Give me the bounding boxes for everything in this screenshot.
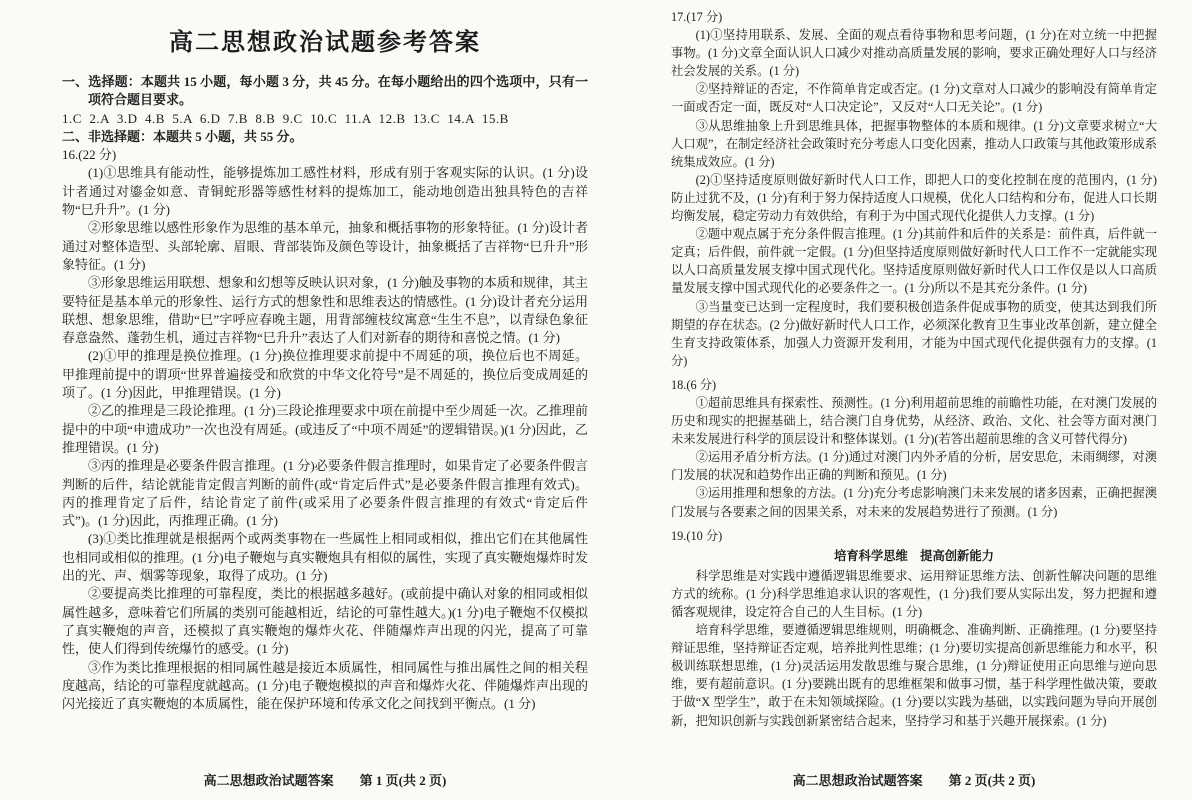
section-choice-heading: 一、选择题：本题共 15 小题，每小题 3 分，共 45 分。在每小题给出的四个选项中，只有一项符合题目要求。 (62, 74, 588, 108)
q17-answer-paragraph-3: ③从思维抽象上升到思维具体，把握事物整体的本质和规律。(1 分)文章要求树立“大人口观”，在制定经济社会政策时充分考虑人口变化因素，推动人口政策与其他政策形成系统集成效应。(1 分) (671, 118, 1157, 169)
q16-answer-paragraph-5: ②乙的推理是三段论推理。(1 分)三段论推理要求中项在前提中至少周延一次。乙推理前提中的中项“申遗成功”一次也没有周延。(或违反了“中项不周延”的逻辑错误。)(1 分)因此，乙推理错误。(1 分) (62, 403, 588, 455)
q17-answer-paragraph-5: ②题中观点属于充分条件假言推理。(1 分)其前件和后件的关系是：前件真，后件就一定真；后件假，前件就一定假。(1 分)但坚持适度原则做好新时代人口工作不一定就能实现以人口高质量发展支撑中国式现代化。坚持适度原则做好新时代人口工作仅是以人口高质量发展支撑中国式现代化的必要条件之一。(1 分)所以不是其充分条件。(1 分) (671, 227, 1157, 296)
q17-answer-paragraph-1: (1)①坚持用联系、发展、全面的观点看待事物和思考问题，(1 分)在对立统一中把握事物。(1 分)文章全面认识人口减少对推动高质量发展的影响，要求正确处理好人口与经济社会发展的关系。(1 分) (671, 28, 1157, 79)
q17-answer-paragraph-2: ②坚持辩证的否定，不作简单肯定或否定。(1 分)文章对人口减少的影响没有简单肯定一面或否定一面，既反对“人口决定论”，又反对“人口无关论”。(1 分) (671, 82, 1157, 115)
q18-answer-paragraph-1: ①超前思维具有探索性、预测性。(1 分)利用超前思维的前瞻性功能，在对澳门发展的历史和现实的把握基础上，结合澳门自身优势，从经济、政治、文化、社会等方面对澳门未来发展进行科学的顶层设计和整体谋划。(1 分)(若答出超前思维的含义可替代得分) (671, 395, 1157, 447)
q17-answer-paragraph-6: ③当量变已达到一定程度时，我们要积极创造条件促成事物的质变，使其达到我们所期望的存在状态。(2 分)做好新时代人口工作，必须深化教育卫生事业改革创新，建立健全生育支持政策体系，加强人力资源开发利用，才能为中国式现代化提供强有力的支撑。(1 分) (671, 299, 1157, 368)
answer-sheet-page-2 (671, 8, 1157, 730)
question-16-heading: 16.(22 分) (62, 147, 117, 163)
q19-answer-paragraph-1: 科学思维是对实践中遵循逻辑思维要求、运用辩证思维方法、创新性解决问题的思维方式的统称。(1 分)科学思维追求认识的客观性，(1 分)我们要从实际出发，努力把握和遵循客观规律，设定符合自己的人生目标。(1 分) (671, 568, 1157, 619)
q16-answer-paragraph-9: ③作为类比推理根据的相同属性越是接近本质属性，相同属性与推出属性之间的相关程度越高，结论的可靠程度就越高。(1 分)电子鞭炮模拟的声音和爆炸火花、伴随爆炸声出现的闪光接近了真实鞭炮的本质属性，能在保护环境和传承文化之间找到平衡点。(1 分) (62, 659, 588, 712)
q18-answer-paragraph-3: ③运用推理和想象的方法。(1 分)充分考虑影响澳门未来发展的诸多因素，正确把握澳门发展与各要素之间的因果关系，对未来的发展趋势进行了预测。(1 分) (671, 486, 1157, 519)
q16-answer-paragraph-2: ②形象思维以感性形象作为思维的基本单元，抽象和概括事物的形象特征。(1 分)设计者通过对整体造型、头部轮廓、眉眼、背部装饰及颜色等设计，抽象概括了吉祥物“巳升升”形象特征。(1 分) (62, 220, 588, 272)
q16-answer-paragraph-3: ③形象思维运用联想、想象和幻想等反映认识对象，(1 分)触及事物的本质和规律，其主要特征是基本单元的形象性、运行方式的想象性和思维表达的情感性。(1 分)设计者充分运用联想、想象思维，借助“巳”字呼应春晚主题，用背部缠枝纹寓意“生生不息”，以青绿色象征春意盎然、蓬勃生机，通过吉祥物“巳升升”表达了人们对新春的期待和喜悦之情。(1 分) (62, 275, 588, 346)
question-17-heading: 17.(17 分) (671, 10, 723, 24)
q19-essay-title: 培育科学思维 提高创新能力 (834, 548, 994, 563)
q18-answer-paragraph-2: ②运用矛盾分析方法。(1 分)通过对澳门内外矛盾的分析，居安思危，未雨绸缪，对澳门发展的状况和趋势作出正确的判断和预见。(1 分) (671, 450, 1157, 483)
document-title: 高二思想政治试题参考答案 (169, 30, 481, 56)
q17-answer-paragraph-4: (2)①坚持适度原则做好新时代人口工作，即把人口的变化控制在度的范围内，(1 分)防止过犹不及，(1 分)有利于努力保持适度人口规模，优化人口结构和分布，促进人口长期均衡发展，稳定劳动力有效供给，有利于为中国式现代化提供人力支撑。(1 分) (671, 172, 1157, 224)
q16-answer-paragraph-4: (2)①甲的推理是换位推理。(1 分)换位推理要求前提中不周延的项，换位后也不周延。甲推理前提中的谓项“世界普遍接受和欣赏的中华文化符号”是不周延的，换位后变成周延的项了。(1 分)因此，甲推理错误。(1 分) (62, 348, 588, 401)
q16-answer-paragraph-1: (1)①思维具有能动性，能够提炼加工感性材料，形成有别于客观实际的认识。(1 分)设计者通过对鎏金如意、青铜蛇形器等感性材料的提炼加工，能动地创造出独具特色的吉祥物“巳升升”。(1 分) (62, 165, 588, 218)
q16-answer-paragraph-6: ③丙的推理是必要条件假言推理。(1 分)必要条件假言推理时，如果肯定了必要条件假言判断的后件，结论就能肯定假言判断的前件(或“肯定后件式”是必要条件假言推理有效式)。丙的推理肯定了后件，结论肯定了前件(或采用了必要条件假言推理的有效式“肯定后件式”)。(1 分)因此，丙推理正确。(1 分) (62, 458, 588, 529)
section-nonchoice-heading: 二、非选择题：本题共 5 小题，共 55 分。 (62, 128, 303, 144)
answer-sheet-page-1 (62, 16, 588, 713)
page-1-footer: 高二思想政治试题答案 第 1 页(共 2 页) (203, 773, 447, 788)
q19-answer-paragraph-2: 培育科学思维，要遵循逻辑思维规则，明确概念、准确判断、正确推理。(1 分)要坚持辩证思维，坚持辩证否定观，培养批判性思维；(1 分)要切实提高创新思维能力和水平，积极训练联想思维，(1 分)灵活运用发散思维与聚合思维，(1 分)辩证使用正向思维与逆向思维，要有超前意识。(1 分)要跳出既有的思维框架和做事习惯，基于科学理性做决策，要敢于做“X 型学生”，敢于在未知领域探险。(1 分)要以实践为基础，以实践问题为导向开展创新，把知识创新与实践创新紧密结合起来，坚持学习和基于兴趣开展探索。(1 分) (671, 623, 1157, 728)
q16-answer-paragraph-7: (3)①类比推理就是根据两个或两类事物在一些属性上相同或相似，推出它们在其他属性也相同或相似的推理。(1 分)电子鞭炮与真实鞭炮具有相似的属性，实现了真实鞭炮爆炸时发出的光、声、烟雾等现象，取得了成功。(1 分) (62, 531, 588, 584)
question-18-heading: 18.(6 分) (671, 377, 717, 392)
page-2-footer: 高二思想政治试题答案 第 2 页(共 2 页) (792, 773, 1036, 788)
q16-answer-paragraph-8: ②要提高类比推理的可靠程度，类比的根据越多越好。(或前提中确认对象的相同或相似属性越多，意味着它们所属的类别可能越相近，结论的可靠性越大。)(1 分)电子鞭炮不仅模拟了真实鞭炮的声音，还模拟了真实鞭炮的爆炸火花、伴随爆炸声出现的闪光，提高了可靠性，使人们得到传统爆竹的感受。(1 分) (62, 586, 588, 657)
question-19-heading: 19.(10 分) (671, 528, 723, 543)
choice-answers-line: 1.C 2.A 3.D 4.B 5.A 6.D 7.B 8.B 9.C 10.C 11.A 12.B 13.C 14.A 15.B (62, 110, 509, 126)
